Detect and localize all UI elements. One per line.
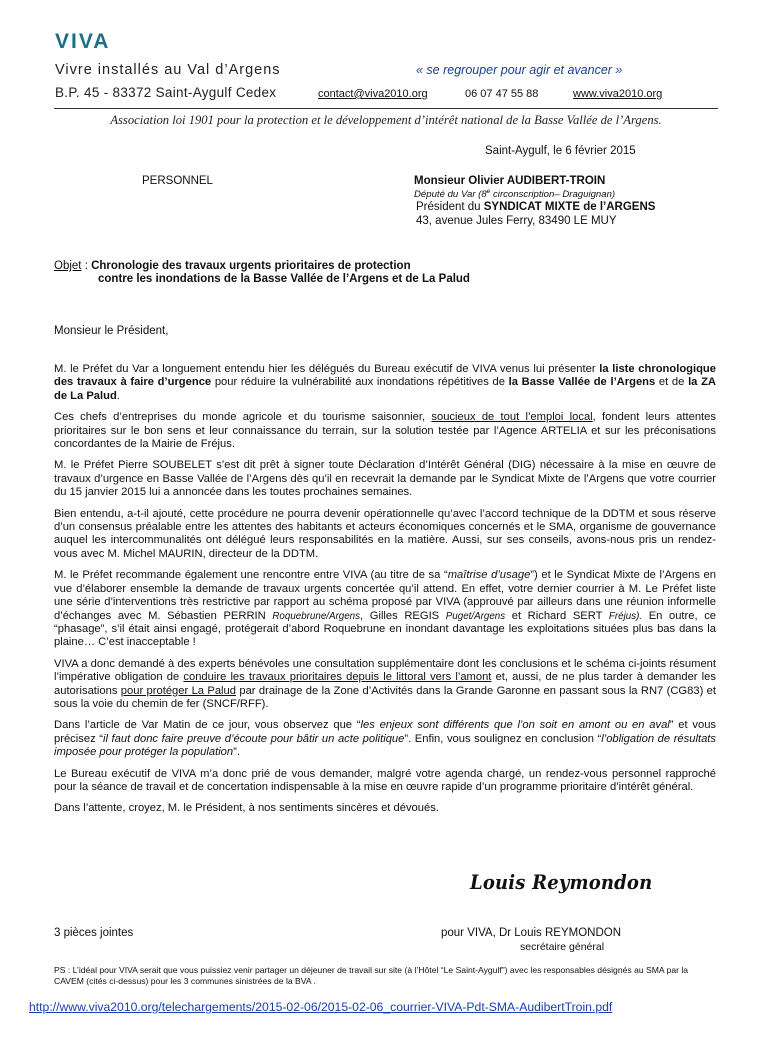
postscript: PS : L’idéal pour VIVA serait que vous puissiez venir partager un déjeuner de travail sur site (à l’Hôtel “Le Saint-Aygulf”) avec les responsables désignés au SMA par la CAVEM (cités ci-dessus) pour les 3 communes sinistrées de la BVA .: [54, 965, 689, 986]
paragraph-5: M. le Préfet recommande également une rencontre entre VIVA (au titre de sa “maîtrise d’usage”) et le Syndicat Mixte de l’Argens en vue d’élaborer ensemble la demande de travaux urgents concertée qu’il attend. En effet, votre dernier courrier à M. Le Préfet liste une série d’interventions très restrictive par rapport au schéma proposé par VIVA (approuvé par ailleurs dans une réunion informelle d’échanges avec M. Sébastien PERRIN Roquebrune/Argens, Gilles REGIS Puget/Argens et Richard SERT Fréjus). En outre, ce “phasage”, s’il était ainsi engagé, protégerait d’abord Roquebrune en inondant davantage les exploitations situées plus bas dans la plaine… C’est inacceptable !: [54, 569, 717, 649]
paragraph-1: M. le Préfet du Var a longuement entendu hier les délégués du Bureau exécutif de VIVA venus lui présenter la liste chronologique des travaux à faire d’urgence pour réduire la vulnérabilité aux inondations répétitives de la Basse Vallée de l’Argens et de la ZA de La Palud.: [54, 363, 717, 402]
paragraph-2: Ces chefs d’entreprises du monde agricole et du tourisme saisonnier, soucieux de tout l’emploi local, fondent leurs attentes prioritaires sur le bon sens et leur connaissance du terrain, sur la solution testée par l’Agence ARTELIA et sur les préconisations concordantes de la Mairie de Fréjus.: [54, 411, 716, 451]
signer-name: pour VIVA, Dr Louis REYMONDON: [441, 927, 622, 939]
organization-tagline: Vivre installés au Val d’Argens: [55, 62, 281, 78]
letter-date: Saint-Aygulf, le 6 février 2015: [485, 145, 636, 157]
salutation: Monsieur le Président,: [54, 325, 169, 337]
paragraph-4: Bien entendu, a-t-il ajouté, cette procédure ne pourra devenir opérationnelle qu’avec l’accord technique de la DDTM et sous réserve d’un consensus préalable entre les attentes des habitants et acteurs économiques concernés et le SMA, organisme de gouvernance auquel les intercommunalités ont délégué leurs responsabilités en la matière. Aussi, sur ses conseils, avons-nous pris un rendez-vous avec M. Michel MAURIN, directeur de la DDTM.: [54, 507, 716, 560]
email-link[interactable]: contact@viva2010.org: [318, 88, 428, 100]
organization-logo: VIVA: [55, 30, 111, 53]
paragraph-9: Dans l’attente, croyez, M. le Président, à nos sentiments sincères et dévoués.: [54, 802, 439, 815]
organization-slogan: « se regrouper pour agir et avancer »: [416, 63, 623, 77]
paragraph-8: Le Bureau exécutif de VIVA m’a donc prié de vous demander, malgré votre agenda chargé, un rendez-vous personnel rapproché pour la séance de travail et de concertation indispensable à la mise en œuvre rapide d’un programme prioritaire d’intérêt général.: [54, 767, 716, 793]
recipient-role: Député du Var (8e circonscription– Draguignan): [414, 188, 616, 201]
letter-body: [54, 363, 716, 824]
paragraph-3: M. le Préfet Pierre SOUBELET s’est dit prêt à signer toute Déclaration d’Intérêt Général (DIG) nécessaire à la mise en œuvre de travaux d’urgence en Basse Vallée de l’Argens dès qu’il en recevrait la demande par le Syndicat Mixte de l’Argens que votre courrier du 15 janvier 2015 lui a annoncée dans les toutes prochaines semaines.: [54, 459, 716, 499]
handwritten-signature: Louis Reymondon: [470, 870, 653, 894]
object-line-2: contre les inondations de la Basse Vallée de l’Argens et de La Palud: [98, 273, 470, 285]
recipient-address: 43, avenue Jules Ferry, 83490 LE MUY: [416, 215, 617, 227]
document-url-link[interactable]: http://www.viva2010.org/telechargements/2015-02-06/2015-02-06_courrier-VIVA-Pdt-SMA-AudibertTroin.pdf: [29, 1000, 613, 1014]
association-statement: Association loi 1901 pour la protection et le développement d’intérêt national de la Basse Vallée de l’Argens.: [110, 113, 662, 127]
paragraph-7: Dans l’article de Var Matin de ce jour, vous observez que “les enjeux sont différents que l’on soit en amont ou en aval” et vous précisez “il faut donc faire preuve d’écoute pour bâtir un acte politique”. Enfin, vous soulignez en conclusion “l’obligation de résultats imposée pour protéger la population”.: [54, 719, 717, 759]
recipient-name: Monsieur Olivier AUDIBERT-TROIN: [414, 175, 606, 187]
recipient-presidency: Président du SYNDICAT MIXTE de l’ARGENS: [416, 201, 656, 213]
postal-address: B.P. 45 - 83372 Saint-Aygulf Cedex: [55, 85, 277, 100]
signer-title: secrétaire général: [520, 941, 605, 953]
personnel-mark: PERSONNEL: [142, 175, 213, 187]
attachments-note: 3 pièces jointes: [54, 927, 134, 939]
header-divider: [54, 108, 718, 109]
website-link[interactable]: www.viva2010.org: [573, 88, 663, 100]
phone-number: 06 07 47 55 88: [465, 88, 539, 100]
object-line-1: Chronologie des travaux urgents prioritaires de protection: [91, 260, 411, 272]
paragraph-6: VIVA a donc demandé à des experts bénévoles une consultation supplémentaire dont les conclusions et le schéma ci-joints résument l’impérative obligation de conduire les travaux prioritaires depuis le littoral vers l’amont et, aussi, de ne plus tarder à demander les autorisations pour protéger La Palud par drainage de la Zone d’Activités dans la Grande Garonne en passant sous la RN7 (CG83) et sous la voie du chemin de fer (SNCF/RFF).: [54, 657, 716, 710]
object-label: Objet: [54, 260, 82, 272]
letter-object: Objet : Chronologie des travaux urgents prioritaires de protection: [54, 260, 411, 272]
